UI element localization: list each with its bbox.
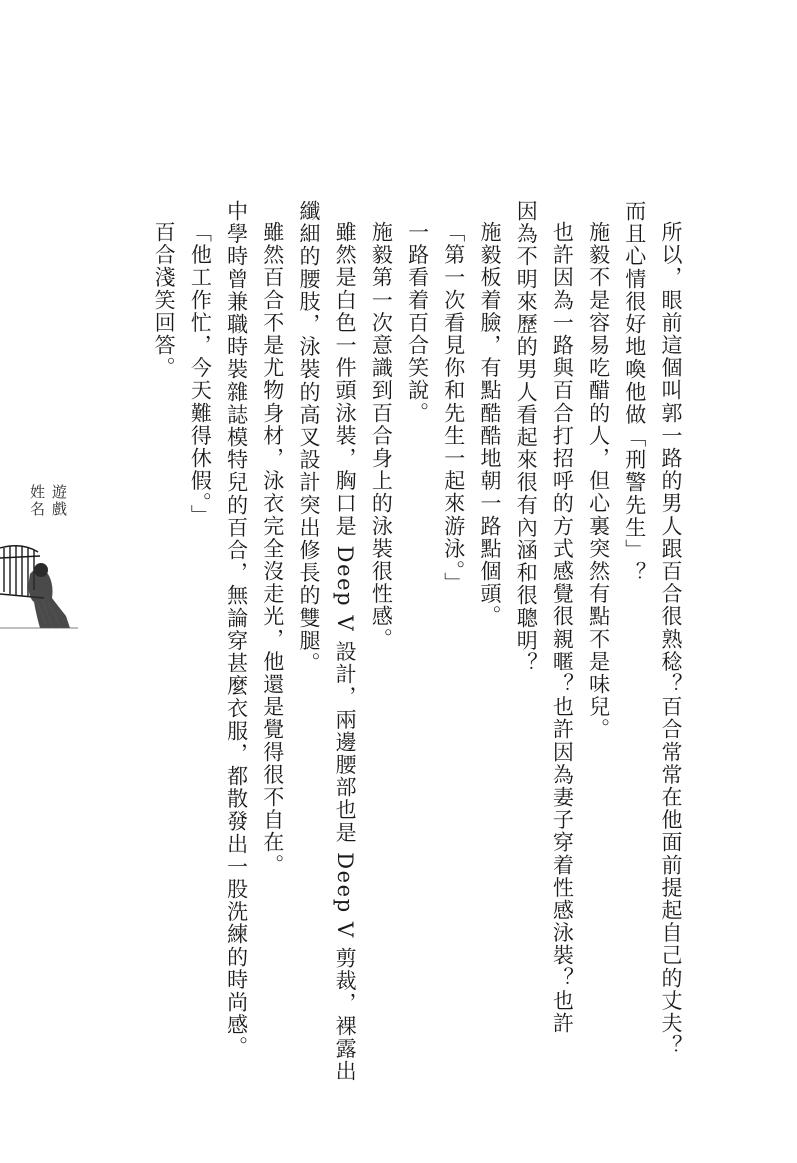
paragraph-1: 所以，眼前這個叫郭一路的男人跟百合很熟稔？百合常常在他面前提起自己的丈夫？ bbox=[659, 221, 683, 1058]
paragraph-5: 一路看着百合笑說。 bbox=[405, 221, 430, 425]
paragraph-9: 中學時曾兼職時裝雜誌模特兒的百合，無論穿甚麼衣服，都散發出一股洗練的時尚感。 bbox=[224, 200, 249, 1059]
paragraph-3: 也許因為一路與百合打招呼的方式感覺很親暱？也許因為妻子穿着性感泳裝？也許 bbox=[550, 221, 575, 1035]
paragraph-2: 施毅不是容易吃醋的人，但心裏突然有點不是味兒。 bbox=[586, 221, 611, 741]
paragraph-10: 百合淺笑回答。 bbox=[152, 221, 177, 380]
dialogue-2: 「他工作忙，今天難得休假。」 bbox=[188, 221, 213, 527]
body-text bbox=[146, 200, 689, 1100]
paragraph-8: 雖然百合不是尤物身材，泳衣完全沒走光，他還是覺得很不自在。 bbox=[260, 221, 285, 877]
book-title: 遊戲 bbox=[50, 484, 68, 518]
paragraph-7-continued: 纖細的腰肢，泳裝的高叉設計突出修長的雙腿。 bbox=[296, 200, 321, 675]
paragraph-6: 施毅第一次意識到百合身上的泳裝很性感。 bbox=[369, 221, 394, 651]
paragraph-7: 雖然是白色一件頭泳裝，胸口是 Deep V 設計，兩邊腰部也是 Deep V 剪裁，裸露出 bbox=[333, 221, 358, 1083]
decorative-illustration bbox=[0, 540, 80, 630]
paragraph-4: 施毅板着臉，有點酷酷地朝一路點個頭。 bbox=[477, 221, 502, 628]
author-name: 姓名 bbox=[28, 484, 46, 518]
dialogue-1: 「第一次看見你和先生一起來游泳。」 bbox=[441, 221, 466, 595]
paragraph-1-continued: 而且心情很好地喚他做「刑警先生」？ bbox=[622, 200, 647, 585]
paragraph-3-continued: 因為不明來歷的男人看起來很有內涵和很聰明？ bbox=[514, 200, 539, 675]
